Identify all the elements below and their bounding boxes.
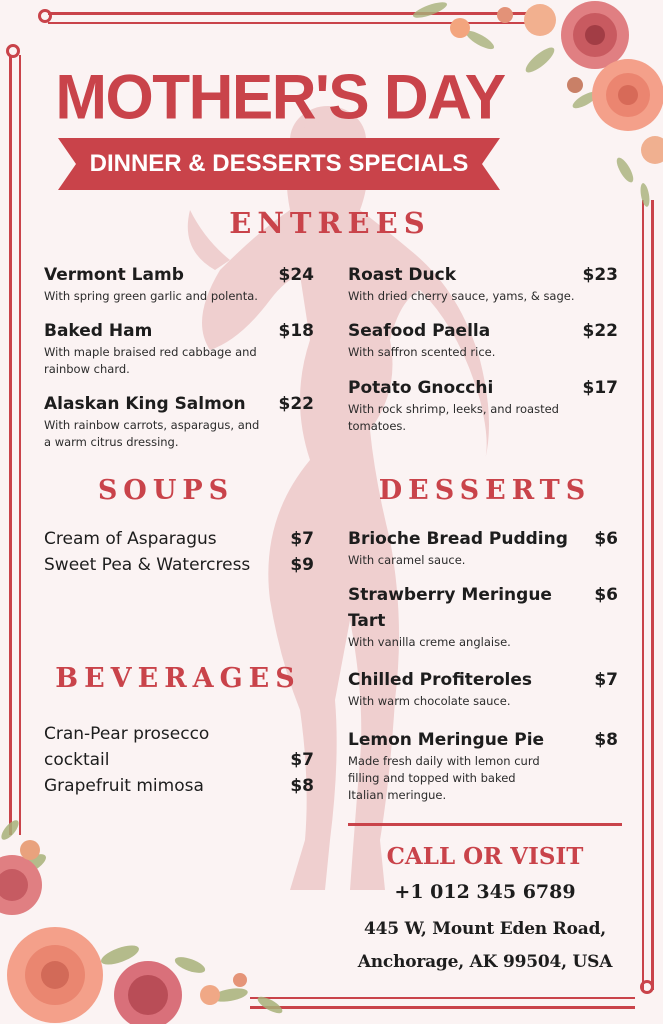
item-name: Potato Gnocchi [348,378,494,398]
menu-item [44,526,314,552]
item-name: Seafood Paella [348,321,491,341]
menu-item [44,552,314,578]
desserts-heading: DESSERTS [378,475,592,506]
contact-phone: +1 012 345 6789 [394,881,576,903]
menu-item [348,582,618,651]
item-description: filling and topped with baked [348,771,516,785]
item-price: $18 [278,321,314,341]
item-price: $22 [582,321,618,341]
item-name: Vermont Lamb [44,265,184,285]
frame-left-line [9,55,12,835]
item-price: $9 [290,555,314,575]
item-description: With rainbow carrots, asparagus, and [44,418,260,432]
item-name: Strawberry Meringue [348,585,552,605]
item-name: Cream of Asparagus [44,529,217,549]
menu-item [348,526,618,569]
item-price: $6 [594,529,618,549]
item-description: rainbow chard. [44,362,130,376]
menu-item [44,721,314,773]
contact-divider [348,823,622,826]
menu-item [348,262,618,305]
item-name: Brioche Bread Pudding [348,529,568,549]
soups-heading: SOUPS [97,475,235,506]
item-price: $7 [594,670,618,690]
frame-right-line [642,200,644,990]
menu-item [348,318,618,361]
item-name: Chilled Profiteroles [348,670,532,690]
item-name: Lemon Meringue Pie [348,730,545,750]
menu-item [44,262,314,305]
item-description: a warm citrus dressing. [44,435,179,449]
rose-bouquet-bottom-left [0,815,320,1024]
item-description: With spring green garlic and polenta. [44,289,258,303]
subtitle: DINNER & DESSERTS SPECIALS [89,150,469,177]
item-name: Alaskan King Salmon [44,394,246,414]
item-price: $8 [594,730,618,750]
item-price: $7 [290,750,314,770]
item-price: $6 [594,585,618,605]
item-description: With dried cherry sauce, yams, & sage. [348,289,575,303]
item-name: cocktail [44,750,110,770]
menu-item [348,375,618,435]
frame-left-line-2 [19,55,21,835]
item-description: With saffron scented rice. [348,345,496,359]
beverages-heading: BEVERAGES [55,663,301,694]
menu-item [44,773,314,799]
item-description: With maple braised red cabbage and [44,345,257,359]
page-title: MOTHER'S DAY [55,62,505,133]
frame-curl [6,44,20,58]
item-name: Grapefruit mimosa [44,776,204,796]
item-name: Cran-Pear prosecco [44,724,210,744]
item-price: $7 [290,529,314,549]
frame-curl [640,980,654,994]
frame-right-line-2 [651,200,654,990]
item-price: $22 [278,394,314,414]
item-name: Sweet Pea & Watercress [44,555,251,575]
entrees-heading: ENTREES [229,206,431,240]
item-description: With vanilla creme anglaise. [348,635,511,649]
item-description: With rock shrimp, leeks, and roasted [348,402,559,416]
item-price: $24 [278,265,314,285]
item-description: With warm chocolate sauce. [348,694,511,708]
item-name: Roast Duck [348,265,457,285]
item-price: $17 [582,378,618,398]
menu-item [44,391,314,451]
contact-address-line-2: Anchorage, AK 99504, USA [357,952,613,972]
item-name: Baked Ham [44,321,153,341]
menu-item [348,667,618,710]
menu-item [348,727,618,804]
item-description: Italian meringue. [348,788,447,802]
item-description: tomatoes. [348,419,407,433]
item-name: Tart [348,611,386,631]
contact-address-line-1: 445 W, Mount Eden Road, [364,919,606,939]
item-price: $23 [582,265,618,285]
frame-curl [38,9,52,23]
menu-item [44,318,314,378]
contact-heading: CALL OR VISIT [386,843,584,870]
item-description: With caramel sauce. [348,553,466,567]
item-price: $8 [290,776,314,796]
item-description: Made fresh daily with lemon curd [348,754,540,768]
